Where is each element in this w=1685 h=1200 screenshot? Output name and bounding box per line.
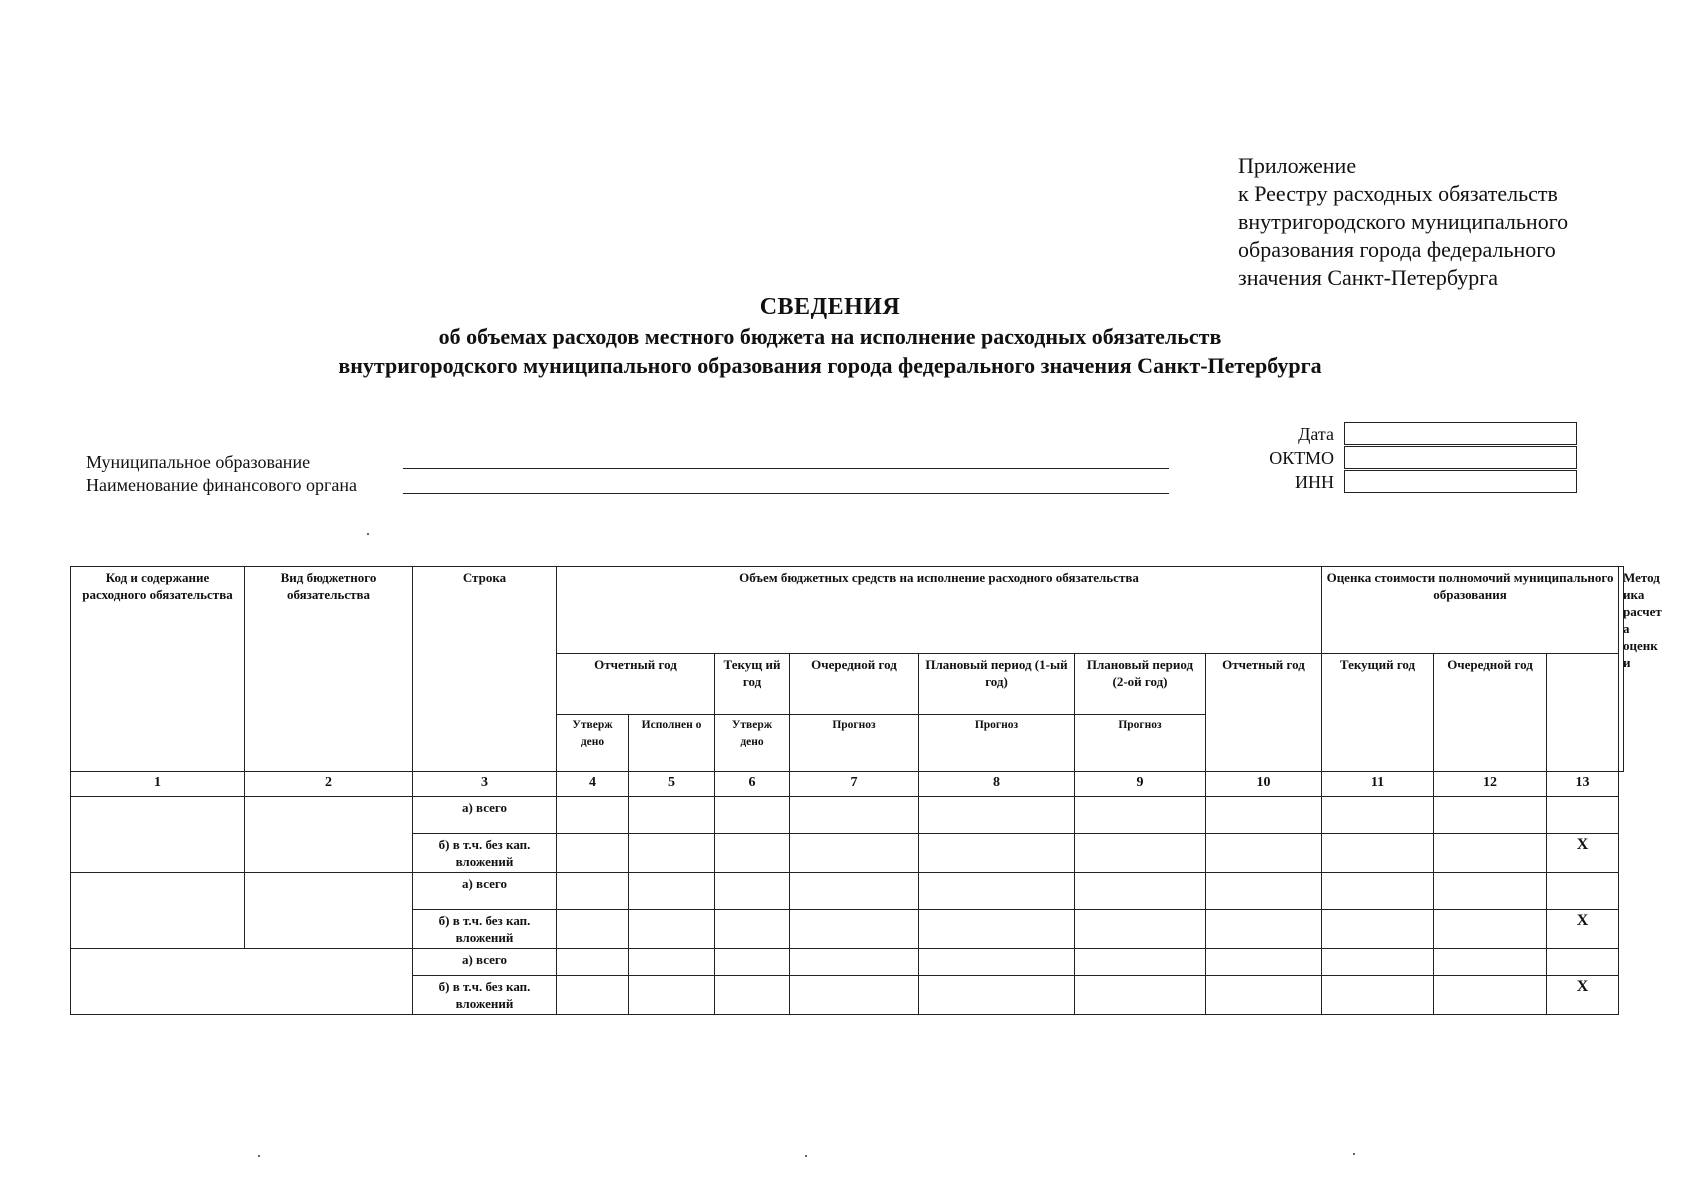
row-label-total: а) всего (413, 873, 557, 910)
row-label-without-capital: б) в т.ч. без кап. вложений (413, 976, 557, 1015)
municipality-field[interactable] (403, 468, 1169, 469)
data-cell[interactable] (919, 873, 1075, 910)
data-cell[interactable] (1075, 910, 1206, 949)
data-cell[interactable] (715, 910, 790, 949)
municipality-row (86, 450, 357, 473)
data-cell[interactable] (1206, 976, 1322, 1015)
scan-dot (258, 1155, 260, 1157)
data-cell[interactable] (790, 949, 919, 976)
table-row (71, 873, 1624, 910)
data-cell[interactable] (1206, 910, 1322, 949)
appendix-line: Приложение (1238, 153, 1357, 178)
column-number: 2 (245, 772, 413, 797)
row-label-without-capital: б) в т.ч. без кап. вложений (413, 910, 557, 949)
column-numbers-row (71, 772, 1624, 797)
inn-row (1240, 470, 1577, 494)
data-cell[interactable] (557, 949, 629, 976)
forecast-header: Прогноз (919, 715, 1075, 772)
column-number: 12 (1434, 772, 1547, 797)
appendix-line: образования города федерального (1238, 237, 1556, 262)
data-cell[interactable] (629, 834, 715, 873)
date-label: Дата (1298, 423, 1334, 444)
oktmo-field[interactable] (1344, 446, 1577, 469)
date-field[interactable] (1344, 422, 1577, 445)
data-cell[interactable] (790, 797, 919, 834)
column-number: 10 (1206, 772, 1322, 797)
column-number: 8 (919, 772, 1075, 797)
data-cell[interactable] (919, 797, 1075, 834)
table-row (71, 797, 1624, 834)
data-cell[interactable] (790, 976, 919, 1015)
next-year-header: Очередной год (790, 654, 919, 715)
report-year-header: Отчетный год (557, 654, 715, 715)
data-cell[interactable] (557, 797, 629, 834)
executed-header: Исполнен о (629, 715, 715, 772)
appendix-note (1238, 152, 1568, 292)
not-applicable-mark: X (1547, 834, 1619, 873)
data-cell[interactable] (1434, 910, 1547, 949)
scan-dot (367, 533, 369, 535)
data-cell[interactable] (919, 976, 1075, 1015)
header-fields (86, 450, 357, 496)
column-number: 5 (629, 772, 715, 797)
data-cell[interactable] (629, 949, 715, 976)
data-cell[interactable] (1322, 834, 1434, 873)
data-cell[interactable] (1322, 976, 1434, 1015)
approved-header: Утверж дено (557, 715, 629, 772)
data-cell[interactable] (1075, 873, 1206, 910)
data-cell[interactable] (919, 949, 1075, 976)
column-number: 4 (557, 772, 629, 797)
data-cell[interactable] (1434, 873, 1547, 910)
est-current-year-header: Текущий год (1322, 654, 1434, 772)
code-cell[interactable] (71, 873, 245, 949)
forecast-header: Прогноз (790, 715, 919, 772)
column-number: 6 (715, 772, 790, 797)
column-number: 1 (71, 772, 245, 797)
data-cell[interactable] (790, 834, 919, 873)
data-cell[interactable] (1322, 797, 1434, 834)
municipality-label: Муниципальное образование (86, 452, 311, 472)
type-cell[interactable] (245, 797, 413, 873)
data-cell[interactable] (715, 949, 790, 976)
row-label-without-capital: б) в т.ч. без кап. вложений (413, 834, 557, 873)
data-cell[interactable] (1075, 797, 1206, 834)
table-row (71, 949, 1624, 976)
estimate-header: Оценка стоимости полномочий муниципального образования (1322, 567, 1619, 654)
data-cell[interactable] (1547, 873, 1619, 910)
col-type-header: Вид бюджетного обязательства (245, 567, 413, 772)
inn-label: ИНН (1295, 471, 1334, 492)
total-code-cell[interactable] (71, 949, 413, 1015)
header-row-top (71, 567, 1624, 654)
data-cell[interactable] (1434, 834, 1547, 873)
current-year-header: Текущ ий год (715, 654, 790, 715)
inn-field[interactable] (1344, 470, 1577, 493)
code-cell[interactable] (71, 797, 245, 873)
title-line-2: внутригородского муниципального образования города федерального значения Санкт-Петербурга (338, 353, 1322, 378)
data-cell[interactable] (1322, 910, 1434, 949)
finance-body-field[interactable] (403, 493, 1169, 494)
data-cell[interactable] (715, 797, 790, 834)
data-cell[interactable] (1434, 949, 1547, 976)
data-cell[interactable] (557, 834, 629, 873)
data-cell[interactable] (715, 976, 790, 1015)
volume-header: Объем бюджетных средств на исполнение расходного обязательства (557, 567, 1322, 654)
column-number: 7 (790, 772, 919, 797)
col-line-header: Строка (413, 567, 557, 772)
data-cell[interactable] (1206, 797, 1322, 834)
data-cell[interactable] (715, 873, 790, 910)
forecast-header: Прогноз (1075, 715, 1206, 772)
appendix-line: значения Санкт-Петербурга (1238, 265, 1499, 290)
data-cell[interactable] (919, 834, 1075, 873)
col-code-header: Код и содержание расходного обязательства (71, 567, 245, 772)
not-applicable-mark: X (1547, 910, 1619, 949)
data-cell[interactable] (790, 873, 919, 910)
data-cell[interactable] (919, 910, 1075, 949)
finance-body-label: Наименование финансового органа (86, 475, 357, 495)
column-number: 13 (1547, 772, 1619, 797)
data-cell[interactable] (1322, 873, 1434, 910)
est-report-year-header: Отчетный год (1206, 654, 1322, 772)
date-row (1240, 422, 1577, 446)
data-cell[interactable] (1434, 797, 1547, 834)
data-cell[interactable] (557, 976, 629, 1015)
approved2-header: Утверж дено (715, 715, 790, 772)
data-cell[interactable] (1075, 949, 1206, 976)
data-cell[interactable] (1075, 834, 1206, 873)
data-cell[interactable] (1434, 976, 1547, 1015)
row-label-total: а) всего (413, 949, 557, 976)
data-cell[interactable] (629, 976, 715, 1015)
data-cell[interactable] (629, 797, 715, 834)
not-applicable-mark: X (1547, 976, 1619, 1015)
type-cell[interactable] (245, 873, 413, 949)
method-header: Метод ика расчет а оценк и (1619, 567, 1624, 772)
data-cell[interactable] (1075, 976, 1206, 1015)
title-main: СВЕДЕНИЯ (759, 294, 901, 320)
data-cell[interactable] (790, 910, 919, 949)
data-cell[interactable] (715, 834, 790, 873)
document-title (0, 293, 1660, 380)
scan-dot (1353, 1153, 1355, 1155)
row-label-total: а) всего (413, 797, 557, 834)
data-cell[interactable] (557, 873, 629, 910)
data-cell[interactable] (629, 873, 715, 910)
title-line-1: об объемах расходов местного бюджета на исполнение расходных обязательств (438, 324, 1222, 349)
column-number: 11 (1322, 772, 1434, 797)
appendix-line: к Реестру расходных обязательств (1238, 181, 1558, 206)
plan1-header: Плановый период (1-ый год) (919, 654, 1075, 715)
oktmo-row (1240, 446, 1577, 470)
code-boxes (1240, 422, 1577, 494)
scan-dot (805, 1155, 807, 1157)
data-cell[interactable] (1206, 834, 1322, 873)
data-cell[interactable] (1547, 797, 1619, 834)
data-cell[interactable] (629, 910, 715, 949)
expenditure-table (70, 566, 1662, 1015)
data-cell[interactable] (1547, 949, 1619, 976)
data-cell[interactable] (1206, 873, 1322, 910)
data-cell[interactable] (1322, 949, 1434, 976)
oktmo-label: ОКТМО (1269, 447, 1334, 468)
appendix-line: внутригородского муниципального (1238, 209, 1569, 234)
column-number: 3 (413, 772, 557, 797)
data-cell[interactable] (1206, 949, 1322, 976)
data-cell[interactable] (557, 910, 629, 949)
est-next-year-header: Очередной год (1434, 654, 1547, 772)
column-number: 9 (1075, 772, 1206, 797)
finance-body-row (86, 473, 357, 496)
plan2-header: Плановый период (2-ой год) (1075, 654, 1206, 715)
